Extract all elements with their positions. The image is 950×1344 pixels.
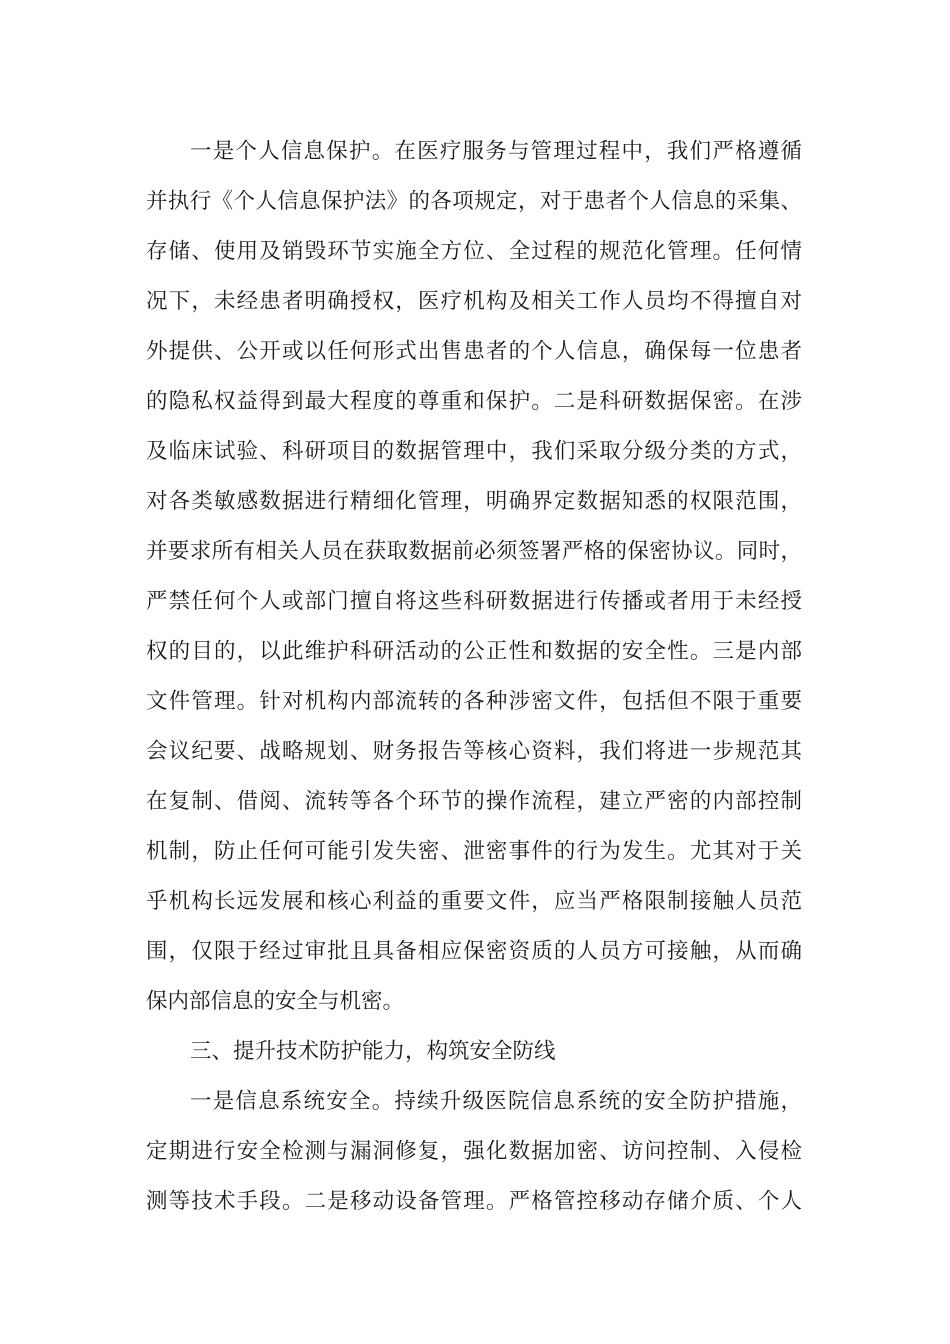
paragraph-line-21: 测等技术手段。二是移动设备管理。严格管控移动存储介质、个人 — [146, 1189, 802, 1214]
paragraph-line-20: 定期进行安全检测与漏洞修复，强化数据加密、访问控制、入侵检 — [146, 1139, 802, 1164]
paragraph-line-14: 在复制、借阅、流转等各个环节的操作流程，建立严密的内部控制 — [146, 789, 802, 814]
paragraph-line-9: 并要求所有相关人员在获取数据前必须签署严格的保密协议。同时， — [146, 539, 802, 564]
paragraph-line-19: 一是信息系统安全。持续升级医院信息系统的安全防护措施， — [190, 1089, 802, 1114]
paragraph-line-12: 文件管理。针对机构内部流转的各种涉密文件，包括但不限于重要 — [146, 689, 802, 714]
paragraph-line-11: 权的目的，以此维护科研活动的公正性和数据的安全性。三是内部 — [146, 639, 802, 664]
paragraph-line-6: 的隐私权益得到最大程度的尊重和保护。二是科研数据保密。在涉 — [146, 389, 802, 414]
paragraph-line-2: 并执行《个人信息保护法》的各项规定，对于患者个人信息的采集、 — [146, 189, 802, 214]
section-heading: 三、提升技术防护能力，构筑安全防线 — [190, 1039, 556, 1064]
paragraph-line-18: 保内部信息的安全与机密。 — [146, 989, 405, 1014]
paragraph-line-7: 及临床试验、科研项目的数据管理中，我们采取分级分类的方式， — [146, 439, 802, 464]
paragraph-line-3: 存储、使用及销毁环节实施全方位、全过程的规范化管理。任何情 — [146, 239, 802, 264]
paragraph-line-15: 机制，防止任何可能引发失密、泄密事件的行为发生。尤其对于关 — [146, 839, 802, 864]
paragraph-line-4: 况下，未经患者明确授权，医疗机构及相关工作人员均不得擅自对 — [146, 289, 802, 314]
paragraph-line-1: 一是个人信息保护。在医疗服务与管理过程中，我们严格遵循 — [190, 139, 802, 164]
paragraph-line-13: 会议纪要、战略规划、财务报告等核心资料，我们将进一步规范其 — [146, 739, 802, 764]
paragraph-line-5: 外提供、公开或以任何形式出售患者的个人信息，确保每一位患者 — [146, 339, 802, 364]
paragraph-line-8: 对各类敏感数据进行精细化管理，明确界定数据知悉的权限范围， — [146, 489, 802, 514]
paragraph-line-16: 乎机构长远发展和核心利益的重要文件，应当严格限制接触人员范 — [146, 889, 802, 914]
paragraph-line-17: 围，仅限于经过审批且具备相应保密资质的人员方可接触，从而确 — [146, 939, 802, 964]
paragraph-line-10: 严禁任何个人或部门擅自将这些科研数据进行传播或者用于未经授 — [146, 589, 802, 614]
